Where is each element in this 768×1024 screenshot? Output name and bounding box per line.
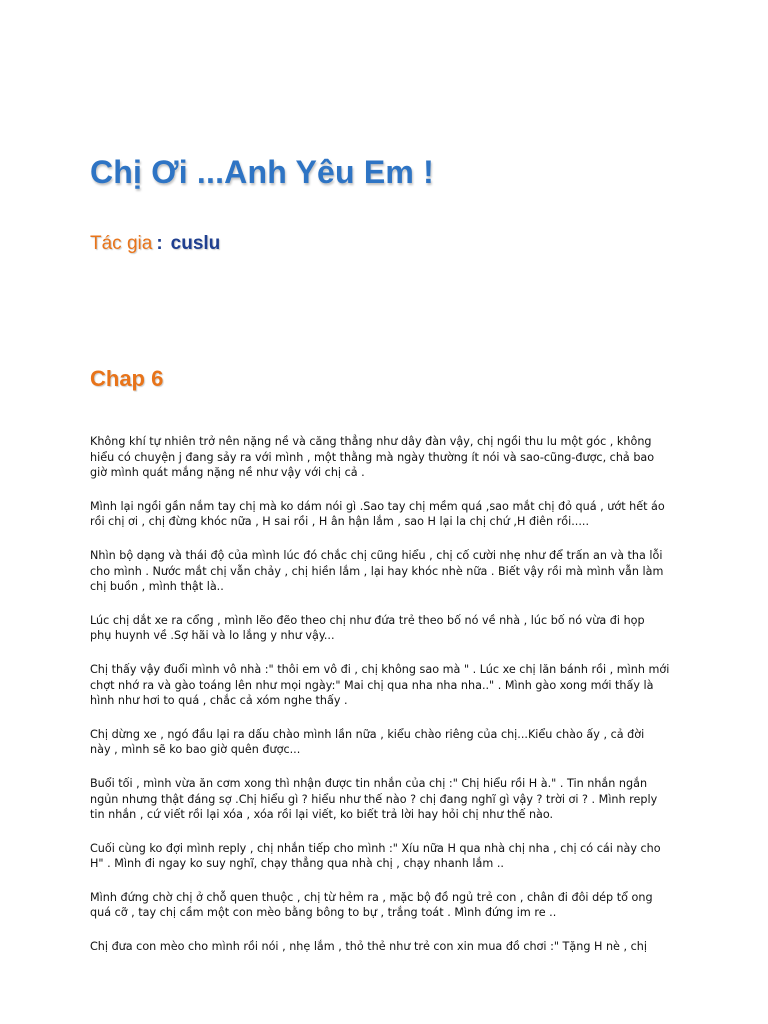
- story-paragraph: [90, 548, 684, 595]
- story-paragraph: [90, 776, 684, 823]
- story-paragraph: [90, 939, 684, 955]
- paragraph-line: quá cỡ , tay chị cầm một con mèo bằng bông to bự , trắng toát . Mình đứng im re ..: [90, 906, 557, 920]
- paragraph-line: Mình đứng chờ chị ở chỗ quen thuộc , chị từ hẻm ra , mặc bộ đồ ngủ trẻ con , chân đi đôi dép tổ ong: [90, 890, 653, 904]
- story-paragraph: [90, 890, 684, 921]
- paragraph-line: hình như hơi to quá , chắc cả xóm nghe thấy .: [90, 694, 348, 708]
- paragraph-line: tin nhắn , cứ viết rồi lại xóa , xóa rồi lại viết, ko biết trả lời hay hỏi chị như thế nào.: [90, 808, 554, 822]
- author-label: Tác gia: [90, 233, 153, 254]
- paragraph-line: Lúc chị dắt xe ra cổng , mình lẽo đẽo theo chị như đứa trẻ theo bố nó về nhà , lúc bố nó vừa đi họp: [90, 613, 645, 627]
- chapter-heading: Chap 6: [90, 366, 164, 391]
- story-paragraph: [90, 662, 684, 709]
- story-paragraph: [90, 727, 684, 758]
- story-paragraph: [90, 499, 684, 530]
- paragraph-line: hiểu có chuyện j đang sảy ra với mình , một thằng mà ngày thường ít nói và sao-cũng-được, chả bao: [90, 450, 655, 464]
- paragraph-line: ngủn nhưng thật đáng sợ .Chị hiểu gì ? hiểu như thế nào ? chị đang nghĩ gì vậy ? trời ơi ? . Mình reply: [90, 792, 658, 806]
- paragraph-line: Không khí tự nhiên trở nên nặng nề và căng thẳng như dây đàn vậy, chị ngồi thu lu một góc , không: [90, 435, 652, 448]
- story-body: [90, 434, 684, 973]
- paragraph-line: phụ huynh về .Sợ hãi và lo lắng y như vậy...: [90, 629, 335, 643]
- paragraph-line: Mình lại ngồi gần nắm tay chị mà ko dám nói gì .Sao tay chị mềm quá ,sao mắt chị đỏ quá , ướt hết áo: [90, 499, 665, 513]
- paragraph-line: này , mình sẽ ko bao giờ quên được...: [90, 743, 301, 757]
- paragraph-line: cho mình . Nước mắt chị vẫn chảy , chị hiền lắm , lại hay khóc nhè nữa . Biết vậy rồi mà mình vẫn làm: [90, 564, 664, 578]
- paragraph-line: Cuối cùng ko đợi mình reply , chị nhắn tiếp cho mình :" Xíu nữa H qua nhà chị nha , chị có cái này cho: [90, 841, 661, 855]
- author-line: [90, 230, 220, 258]
- paragraph-line: chợt nhớ ra và gào toáng lên như mọi ngày:" Mai chị qua nha nha nha.." . Mình gào xong mới thấy là: [90, 678, 654, 692]
- paragraph-line: Nhìn bộ dạng và thái độ của mình lúc đó chắc chị cũng hiểu , chị cố cười nhẹ như để trấn an và tha lỗi: [90, 548, 663, 562]
- paragraph-line: giờ mình quát mắng nặng nề như vậy với chị cả .: [90, 466, 365, 480]
- story-title: Chị Ơi ...Anh Yêu Em !: [90, 154, 435, 190]
- author-name: cuslu: [170, 233, 221, 254]
- story-paragraph: [90, 434, 684, 481]
- story-paragraph: [90, 841, 684, 872]
- author-separator: :: [156, 233, 163, 254]
- story-paragraph: [90, 613, 684, 644]
- paragraph-line: rồi chị ơi , chị đừng khóc nữa , H sai rồi , H ân hận lắm , sao H lại la chị chứ ,H điên rồi.....: [90, 515, 590, 529]
- paragraph-line: Chị đưa con mèo cho mình rồi nói , nhẹ lắm , thỏ thẻ như trẻ con xin mua đồ chơi :" Tặng H nè , chị: [90, 940, 647, 954]
- paragraph-line: H" . Mình đi ngay ko suy nghĩ, chạy thẳng qua nhà chị , chạy nhanh lắm ..: [90, 857, 504, 871]
- paragraph-line: Buổi tối , mình vừa ăn cơm xong thì nhận được tin nhắn của chị :" Chị hiểu rồi H à." . Tin nhắn ngắn: [90, 776, 648, 790]
- paragraph-line: chị buồn , mình thật là..: [90, 580, 224, 594]
- paragraph-line: Chị thấy vậy đuổi mình vô nhà :" thôi em vô đi , chị không sao mà " . Lúc xe chị lăn bánh rồi , mình mới: [90, 662, 670, 676]
- paragraph-line: Chị dừng xe , ngó đầu lại ra dấu chào mình lần nữa , kiểu chào riêng của chị...Kiểu chào ấy , cả đời: [90, 727, 645, 741]
